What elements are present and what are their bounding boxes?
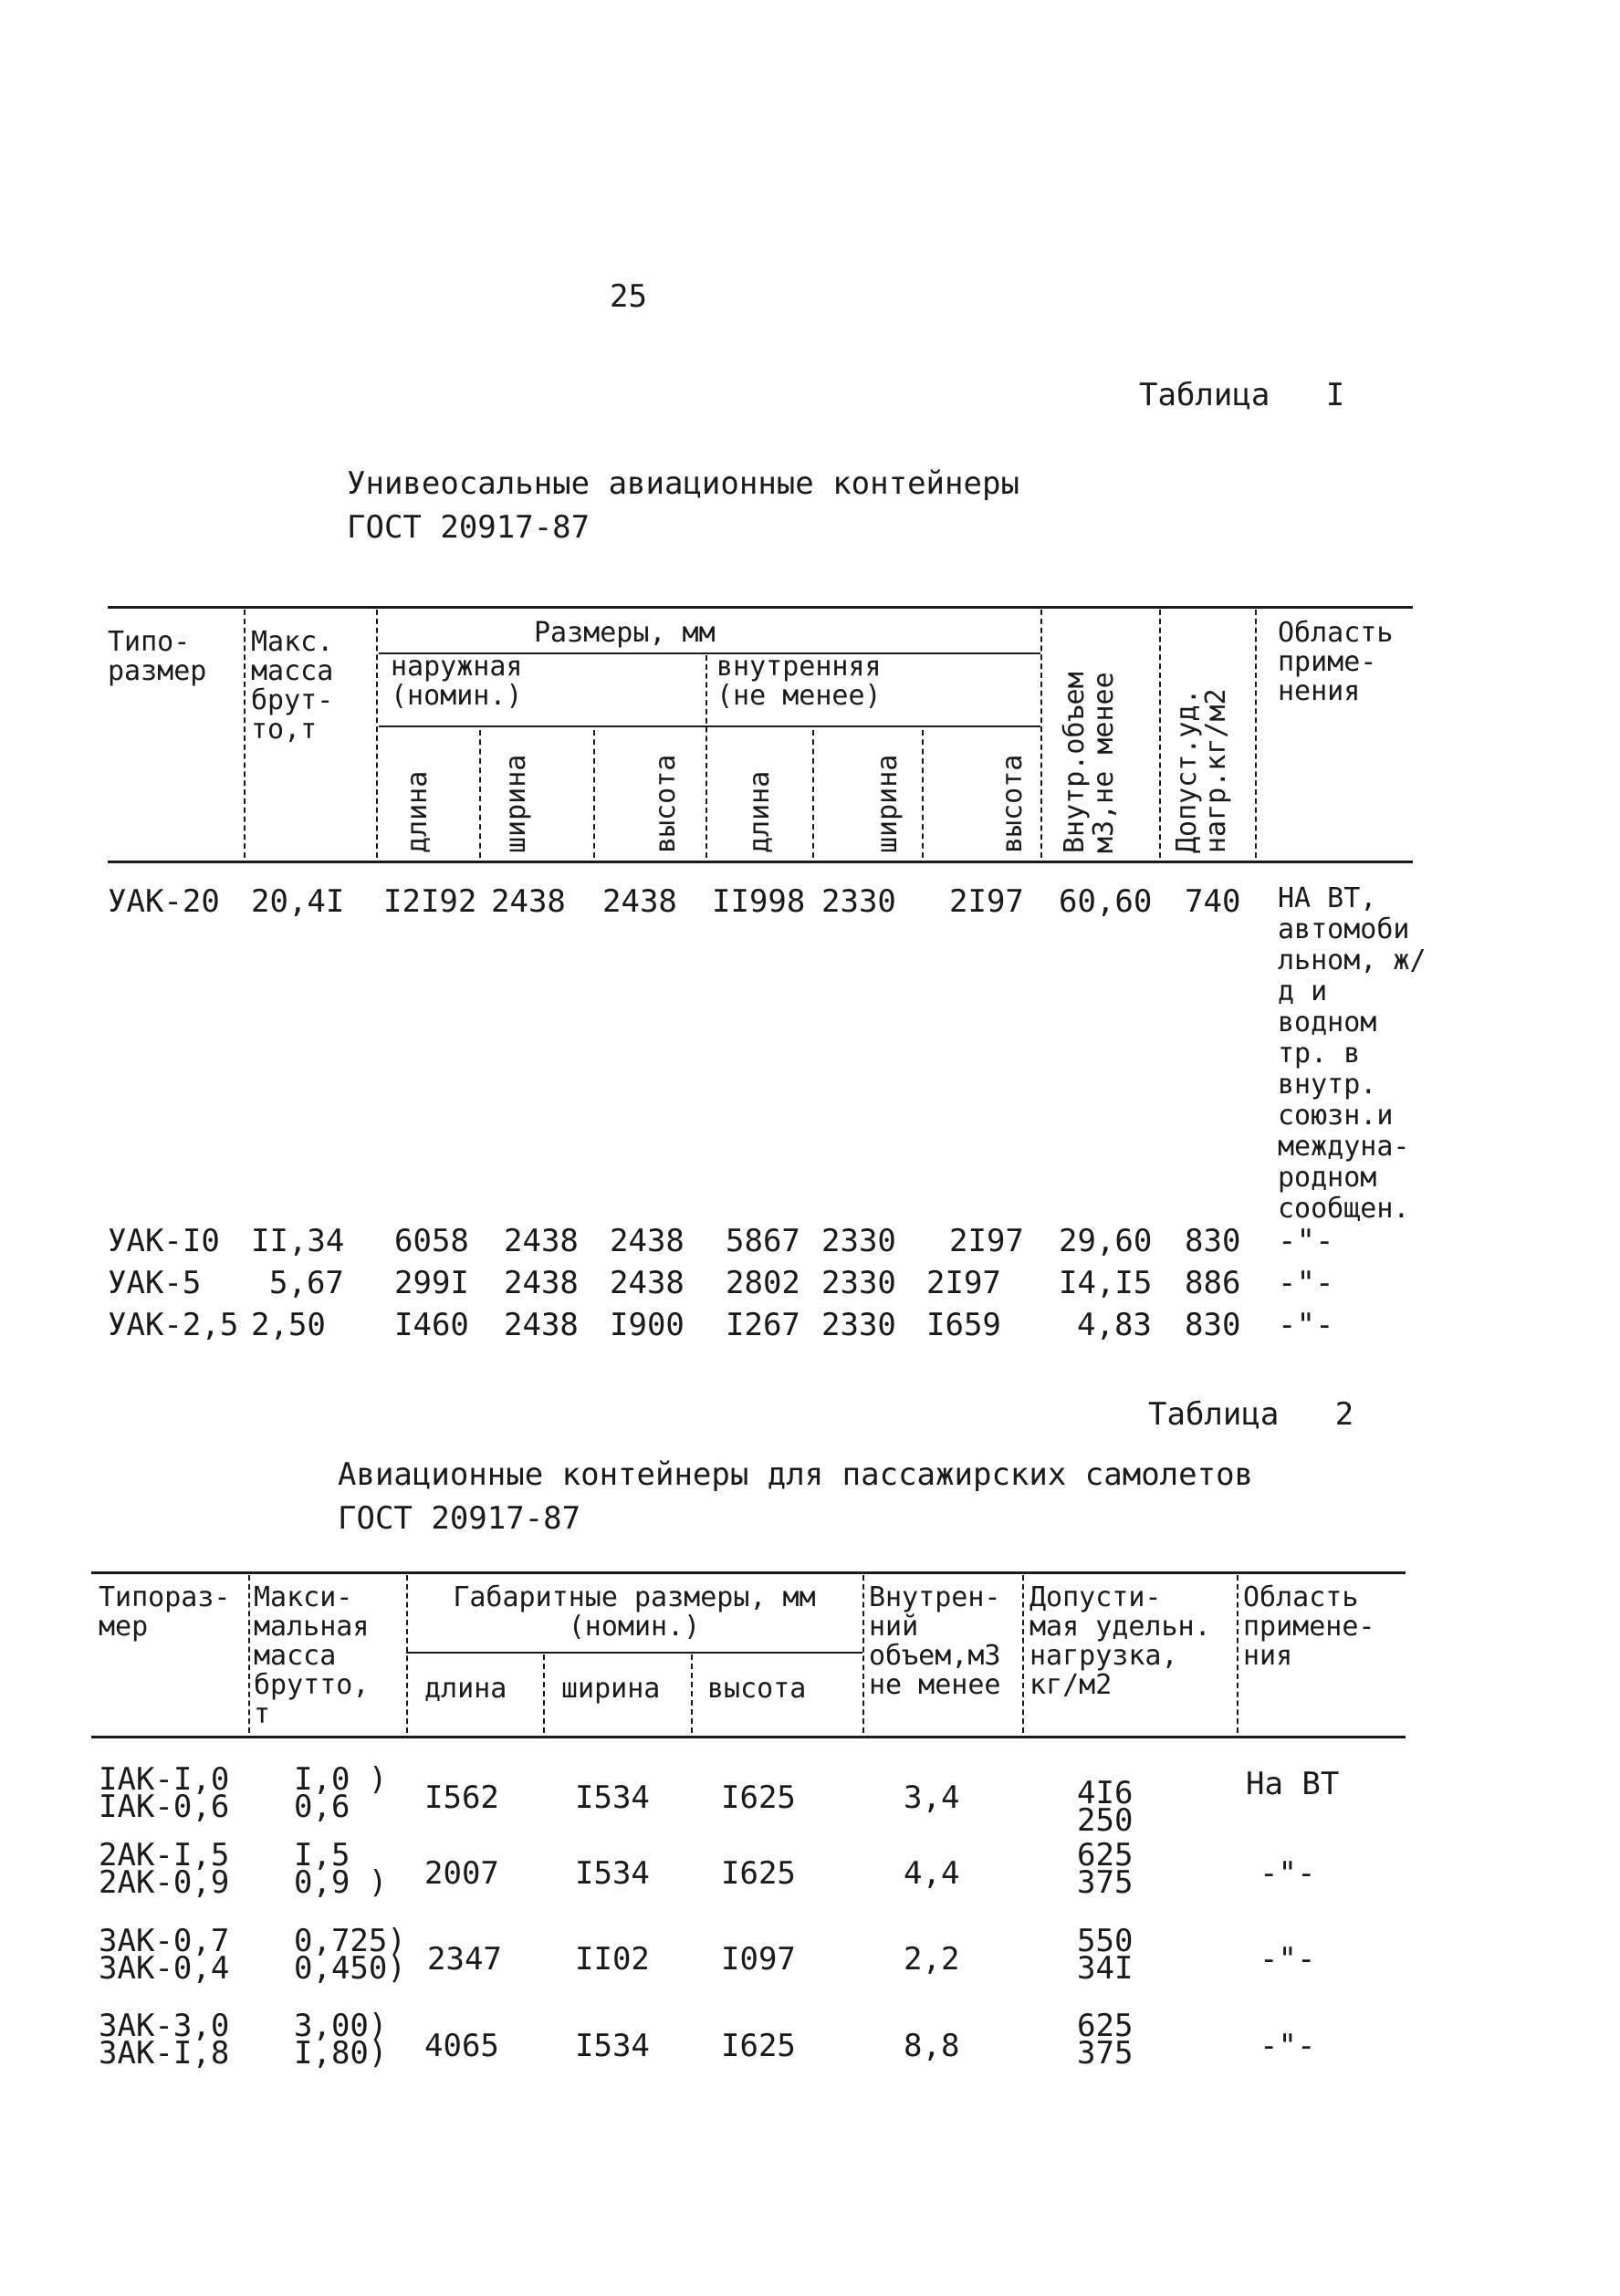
t1-cell-outer-length: 6058 xyxy=(394,1223,469,1259)
t2-header-length: длина xyxy=(424,1673,507,1705)
t1-cell-inner-width: 2330 xyxy=(821,883,896,920)
t2-cell-mass: 3,00) I,80) xyxy=(294,2008,388,2072)
t2-cell-volume: 8,8 xyxy=(904,2028,960,2064)
t1-cell-inner-height: 2I97 xyxy=(949,1223,1024,1259)
t1-header-dimensions: Размеры, мм xyxy=(534,617,716,649)
t1-cell-type: УАК-2,5 xyxy=(108,1307,239,1343)
table2-col-sep xyxy=(691,1654,693,1733)
t2-cell-type: 2АК-I,5 2АК-0,9 xyxy=(99,1837,230,1901)
t1-header-inner-height: высота xyxy=(997,754,1029,853)
t2-cell-width: II02 xyxy=(575,1941,650,1978)
t1-cell-area: НА ВТ, автомоби льном, ж/д и водном тр. в внутр. союзн.и междуна- родном сообщен. xyxy=(1278,882,1427,1225)
t2-cell-volume: 2,2 xyxy=(904,1941,960,1978)
table1-col-sep xyxy=(1040,610,1042,858)
t1-header-inner-length: длина xyxy=(744,770,776,853)
t2-cell-type: 3АК-0,7 3АК-0,4 xyxy=(99,1923,230,1987)
t1-cell-inner-length: I267 xyxy=(726,1307,800,1343)
t1-cell-outer-height: 2438 xyxy=(610,1265,685,1301)
table2-header-bottom-rule xyxy=(91,1736,1406,1738)
t2-cell-length: 2347 xyxy=(427,1941,502,1978)
t1-cell-outer-width: 2438 xyxy=(504,1223,579,1259)
t2-cell-width: I534 xyxy=(575,1779,650,1816)
t2-cell-width: I534 xyxy=(575,1855,650,1892)
t1-cell-outer-length: 299I xyxy=(394,1265,469,1301)
t1-cell-inner-height: 2I97 xyxy=(949,883,1024,920)
table1-header-bottom-rule xyxy=(108,861,1413,863)
t1-cell-inner-length: 5867 xyxy=(726,1223,800,1259)
t2-cell-load: 550 34I xyxy=(1077,1923,1134,1987)
t2-cell-area: На ВТ xyxy=(1246,1766,1340,1802)
t1-header-outer-width: ширина xyxy=(500,754,532,853)
t2-cell-load: 625 375 xyxy=(1077,2008,1134,2072)
t2-cell-mass: 0,725) 0,450) xyxy=(294,1923,406,1987)
t1-cell-outer-width: 2438 xyxy=(504,1307,579,1343)
t2-header-load: Допусти- мая удельн. нагрузка, кг/м2 xyxy=(1029,1581,1211,1701)
table2-col-sep xyxy=(406,1575,408,1733)
t2-cell-type: 3АК-3,0 3АК-I,8 xyxy=(99,2008,230,2072)
t1-cell-mass: 2,50 xyxy=(251,1307,326,1343)
t2-cell-type: IАК-I,0 IАК-0,6 xyxy=(99,1761,230,1825)
t1-cell-area: -"- xyxy=(1278,1307,1334,1343)
table2-col-sep xyxy=(543,1654,545,1733)
table1-title: Унивеосальные авиационные контейнеры xyxy=(347,465,1019,502)
t1-header-outer-length: длина xyxy=(402,770,434,853)
t1-cell-volume: 60,60 xyxy=(1059,883,1153,920)
t2-cell-length: 4065 xyxy=(424,2028,499,2064)
t1-cell-load: 886 xyxy=(1185,1265,1241,1301)
t1-cell-inner-height: I659 xyxy=(926,1307,1001,1343)
t1-cell-area: -"- xyxy=(1278,1223,1334,1259)
t1-cell-inner-length: 2802 xyxy=(726,1265,800,1301)
t1-cell-outer-height: 2438 xyxy=(602,883,677,920)
table1-standard: ГОСТ 20917-87 xyxy=(347,509,591,546)
t1-header-outer: наружная (номин.) xyxy=(391,651,523,712)
table1-col-sep xyxy=(244,610,246,858)
table1-col-sep xyxy=(479,730,481,858)
t1-cell-volume: 29,60 xyxy=(1059,1223,1153,1259)
table2-col-sep xyxy=(862,1575,864,1733)
t2-cell-area: -"- xyxy=(1259,1855,1316,1892)
t1-cell-type: УАК-I0 xyxy=(108,1223,220,1259)
table2-label: Таблица 2 xyxy=(1148,1396,1354,1433)
table1-col-sep xyxy=(1255,610,1257,858)
table1-col-sep xyxy=(705,655,707,858)
t1-cell-inner-width: 2330 xyxy=(821,1307,896,1343)
t1-cell-inner-width: 2330 xyxy=(821,1223,896,1259)
t1-header-inner-width: ширина xyxy=(872,754,904,853)
table1-subhead-rule xyxy=(379,725,1040,727)
t1-header-mass: Макс. масса брут- то,т xyxy=(251,626,334,746)
t2-cell-length: 2007 xyxy=(424,1855,499,1892)
t1-header-load: Допуст.уд. нагр.кг/м2 xyxy=(1171,688,1232,853)
table1-top-rule xyxy=(108,606,1413,609)
t1-cell-outer-height: I900 xyxy=(610,1307,685,1343)
t2-header-volume: Внутрен- ний объем,м3 не менее xyxy=(869,1581,1001,1701)
t2-cell-load: 4I6 250 xyxy=(1077,1775,1134,1839)
t1-cell-outer-length: I460 xyxy=(394,1307,469,1343)
table2-standard: ГОСТ 20917-87 xyxy=(338,1500,581,1537)
t1-header-volume: Внутр.объем м3,не менее xyxy=(1059,672,1120,853)
t2-cell-volume: 3,4 xyxy=(904,1779,960,1816)
t2-cell-volume: 4,4 xyxy=(904,1855,960,1892)
t2-cell-height: I625 xyxy=(721,1855,796,1892)
t1-cell-load: 830 xyxy=(1185,1223,1241,1259)
t1-header-area: Область приме- нения xyxy=(1278,617,1394,707)
t1-header-type: Типо- размер xyxy=(108,626,207,687)
table1-label: Таблица I xyxy=(1139,377,1345,413)
t2-cell-mass: I,0 ) 0,6 xyxy=(294,1761,388,1825)
t1-cell-area: -"- xyxy=(1278,1265,1334,1301)
t2-header-width: ширина xyxy=(561,1673,661,1705)
table2-col-sep xyxy=(248,1575,250,1733)
table2-col-sep xyxy=(1022,1575,1024,1733)
t2-cell-mass: I,5 0,9 ) xyxy=(294,1837,388,1901)
table1-col-sep xyxy=(376,610,378,858)
t2-cell-height: I625 xyxy=(721,2028,796,2064)
t2-cell-area: -"- xyxy=(1259,2028,1316,2064)
table1-col-sep xyxy=(922,730,924,858)
page-number: 25 xyxy=(610,278,647,315)
t1-header-outer-height: высота xyxy=(650,754,682,853)
t1-header-inner: внутренняя (не менее) xyxy=(716,651,882,712)
t2-cell-height: I625 xyxy=(721,1779,796,1816)
t2-header-mass: Макси- мальная масса брутто, т xyxy=(254,1581,370,1730)
t2-header-type: Типораз- мер xyxy=(99,1581,231,1643)
t2-header-dimensions: Габаритные размеры, мм (номин.) xyxy=(453,1581,816,1643)
table2-dims-rule xyxy=(406,1652,862,1654)
table1-col-sep xyxy=(1159,610,1161,858)
t1-cell-volume: 4,83 xyxy=(1077,1307,1152,1343)
t1-cell-inner-width: 2330 xyxy=(821,1265,896,1301)
t1-cell-outer-width: 2438 xyxy=(504,1265,579,1301)
t1-cell-mass: 20,4I xyxy=(251,883,345,920)
t2-header-height: высота xyxy=(707,1673,807,1705)
t1-cell-type: УАК-20 xyxy=(108,883,220,920)
t2-cell-length: I562 xyxy=(424,1779,499,1816)
t2-cell-width: I534 xyxy=(575,2028,650,2064)
t1-cell-type: УАК-5 xyxy=(108,1265,202,1301)
t1-cell-inner-height: 2I97 xyxy=(926,1265,1001,1301)
t1-cell-mass: II,34 xyxy=(251,1223,345,1259)
table2-top-rule xyxy=(91,1571,1406,1574)
t1-cell-outer-height: 2438 xyxy=(610,1223,685,1259)
t1-cell-volume: I4,I5 xyxy=(1059,1265,1153,1301)
table1-col-sep xyxy=(593,730,595,858)
t1-cell-mass: 5,67 xyxy=(269,1265,344,1301)
table2-title: Авиационные контейнеры для пассажирских самолетов xyxy=(338,1456,1254,1493)
table2-col-sep xyxy=(1237,1575,1239,1733)
t1-cell-load: 740 xyxy=(1185,883,1241,920)
t1-cell-inner-length: II998 xyxy=(712,883,806,920)
t2-header-area: Область примене- ния xyxy=(1243,1581,1375,1672)
t2-cell-height: I097 xyxy=(721,1941,796,1978)
t1-cell-outer-length: I2I92 xyxy=(383,883,477,920)
t2-cell-load: 625 375 xyxy=(1077,1837,1134,1901)
t2-cell-area: -"- xyxy=(1259,1941,1316,1978)
t1-cell-outer-width: 2438 xyxy=(491,883,566,920)
t1-cell-load: 830 xyxy=(1185,1307,1241,1343)
table1-col-sep xyxy=(812,730,814,858)
